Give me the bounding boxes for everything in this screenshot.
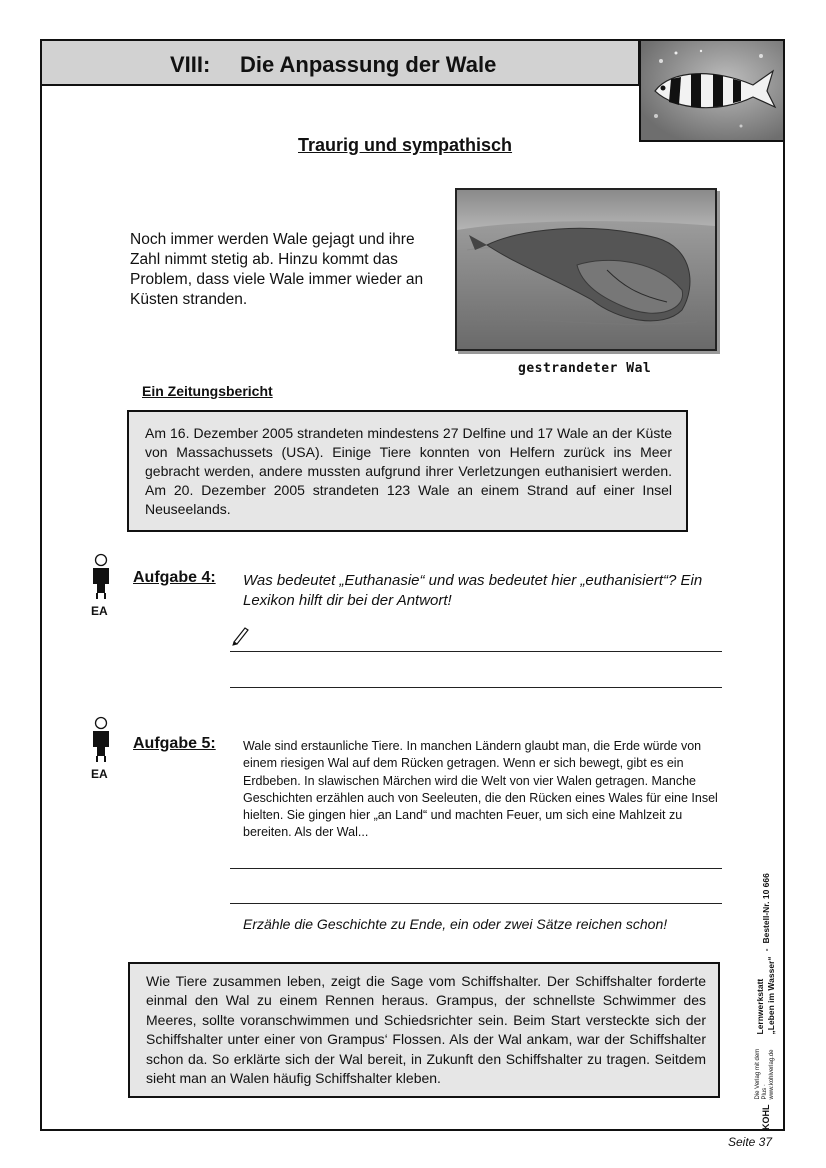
news-text: Am 16. Dezember 2005 strandeten mindestens 27 Delfine und 17 Wale an der Küste von Massachussets (USA). Einige Tiere konnten von Helfern zurück ins Meer gebracht werden, andere mussten aufgrund ihrer Verletzungen euthanisiert werden. Am 20. Dezember 2005 strandeten 123 Wale an einem Strand auf einer Insel Neuseelands. bbox=[145, 425, 672, 517]
stranded-whale-icon bbox=[457, 190, 715, 349]
task-4-label: Aufgabe 4: bbox=[133, 569, 216, 586]
task-4-text: Was bedeutet „Euthanasie“ und was bedeutet hier „euthanisiert“? Ein Lexikon hilft dir bei der Antwort! bbox=[243, 572, 703, 609]
fish-image bbox=[639, 41, 783, 142]
sidebar-separator: - bbox=[760, 948, 771, 952]
publisher-imprint: Die Verlag mit dem Plus · www.kohlverlag.de bbox=[755, 1048, 775, 1100]
task-5-text: Wale sind erstaunliche Tiere. In manchen Ländern glaubt man, die Erde würde von einem riesigen Wal auf dem Rücken getragen. Wenn er sich bewegt, gibt es ein Erdbeben. In slawischen Märchen wird die Welt von vier Walen getragen. Manche Geschichten erzählen auch von Seeleuten, die den Rücken eines Wales für eine Insel hielten. Sie gingen hier „an Land“ und machten Feuer, um sich eine Mahlzeit zu bereiten. Als der Wal... bbox=[243, 739, 718, 840]
book-title: „Leben im Wasser“ bbox=[765, 956, 776, 1035]
series-name: Lernwerkstatt bbox=[754, 978, 765, 1035]
saga-text: Wie Tiere zusammen leben, zeigt die Sage vom Schiffshalter. Der Schiffshalter forderte einmal den Wal zu einem Rennen heraus. Grampus, der schnellste Schwimmer des Meeres, sollte voranschwimmen und Schiedsrichter sein. Beim Start versteckte sich der Schiffshalter unter einer von Grampus‘ Flossen. Als der Wal ankam, war der Schiffshalter schon da. So erklärte sich der Wal bereit, in Zukunft den Schiffshalter zu tragen. Seitdem sieht man an Walen häufig Schiffshalter kleben. bbox=[146, 973, 706, 1087]
saga-box bbox=[128, 962, 720, 1098]
task-5-hint: Erzähle die Geschichte zu Ende, ein oder zwei Sätze reichen schon! bbox=[243, 916, 668, 932]
answer-line[interactable] bbox=[230, 903, 722, 904]
order-number: Bestell-Nr. 10 666 bbox=[760, 873, 771, 944]
stranded-whale-photo bbox=[455, 188, 717, 351]
answer-line[interactable] bbox=[230, 868, 722, 869]
publisher-sidebar bbox=[748, 840, 783, 1130]
answer-line[interactable] bbox=[230, 687, 722, 688]
task-5-label: Aufgabe 5: bbox=[133, 735, 216, 752]
chapter-number: VIII: bbox=[170, 52, 211, 77]
pilot-fish-icon bbox=[641, 41, 783, 142]
chapter-title: Die Anpassung der Wale bbox=[240, 52, 497, 77]
news-heading: Ein Zeitungsbericht bbox=[142, 383, 273, 399]
publisher-logo: KOHL bbox=[760, 1104, 771, 1130]
news-box bbox=[127, 410, 688, 532]
work-form-label: EA bbox=[91, 767, 108, 781]
photo-caption: gestrandeter Wal bbox=[518, 361, 652, 376]
page-number: Seite 37 bbox=[728, 1135, 773, 1149]
answer-line[interactable] bbox=[230, 651, 722, 652]
work-form-label: EA bbox=[91, 604, 108, 618]
pencil-icon bbox=[230, 624, 250, 646]
intro-paragraph: Noch immer werden Wale gejagt und ihre Zahl nimmt stetig ab. Hinzu kommt das Problem, dass viele Wale immer wieder an Küsten stranden. bbox=[130, 231, 424, 308]
section-title: Traurig und sympathisch bbox=[298, 135, 513, 155]
